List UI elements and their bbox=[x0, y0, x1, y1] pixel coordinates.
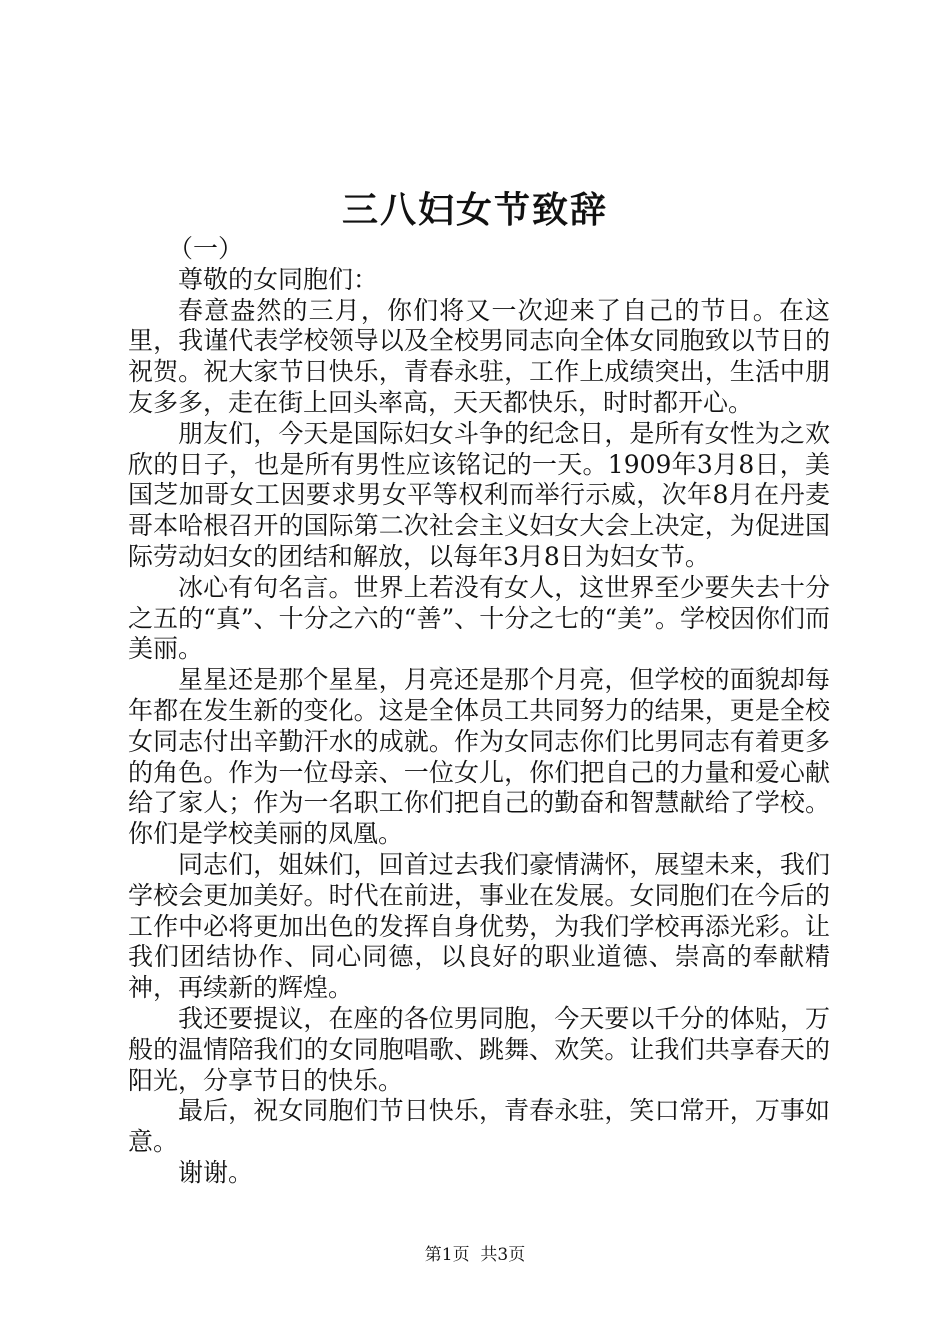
paragraph-5: 同志们，姐妹们，回首过去我们豪情满怀，展望未来，我们学校会更加美好。时代在前进，事业在发展。女同胞们在今后的工作中必将更加出色的发挥自身优势，为我们学校再添光彩。让我们团结协作、同心同德，以良好的职业道德、崇高的奉献精神，再续新的辉煌。 bbox=[128, 849, 830, 1003]
paragraph-3: 冰心有句名言。世界上若没有女人，这世界至少要失去十分之五的“真”、十分之六的“善”、十分之七的“美”。学校因你们而美丽。 bbox=[128, 572, 830, 664]
paragraph-4: 星星还是那个星星，月亮还是那个月亮，但学校的面貌却每年都在发生新的变化。这是全体员工共同努力的结果，更是全校女同志付出辛勤汗水的成就。作为女同志你们比男同志有着更多的角色。作为一位母亲、一位女儿，你们把自己的力量和爱心献给了家人；作为一名职工你们把自己的勤奋和智慧献给了学校。你们是学校美丽的凤凰。 bbox=[128, 665, 830, 849]
closing-thanks: 谢谢。 bbox=[178, 1157, 254, 1187]
paragraph-2: 朋友们，今天是国际妇女斗争的纪念日，是所有女性为之欢欣的日子，也是所有男性应该铭记的一天。1909年3月8日，美国芝加哥女工因要求男女平等权利而举行示威，次年8月在丹麦哥本哈根召开的国际第二次社会主义妇女大会上决定，为促进国际劳动妇女的团结和解放，以每年3月8日为妇女节。 bbox=[128, 418, 830, 571]
page-indicator: 第1页 共3页 bbox=[424, 1245, 526, 1265]
salutation: 尊敬的女同胞们： bbox=[178, 264, 379, 294]
section-number: （一） bbox=[168, 234, 244, 263]
paragraph-7: 最后，祝女同胞们节日快乐，青春永驻，笑口常开，万事如意。 bbox=[128, 1096, 830, 1157]
document-title: 三八妇女节致辞 bbox=[341, 189, 608, 231]
paragraph-1: 春意盎然的三月，你们将又一次迎来了自己的节日。在这里，我谨代表学校领导以及全校男同志向全体女同胞致以节日的祝贺。祝大家节日快乐，青春永驻，工作上成绩突出，生活中朋友多多，走在街上回头率高，天天都快乐，时时都开心。 bbox=[128, 295, 830, 417]
paragraph-6: 我还要提议，在座的各位男同胞，今天要以千分的体贴，万般的温情陪我们的女同胞唱歌、跳舞、欢笑。让我们共享春天的阳光，分享节日的快乐。 bbox=[128, 1003, 830, 1095]
document-body bbox=[128, 234, 830, 1189]
